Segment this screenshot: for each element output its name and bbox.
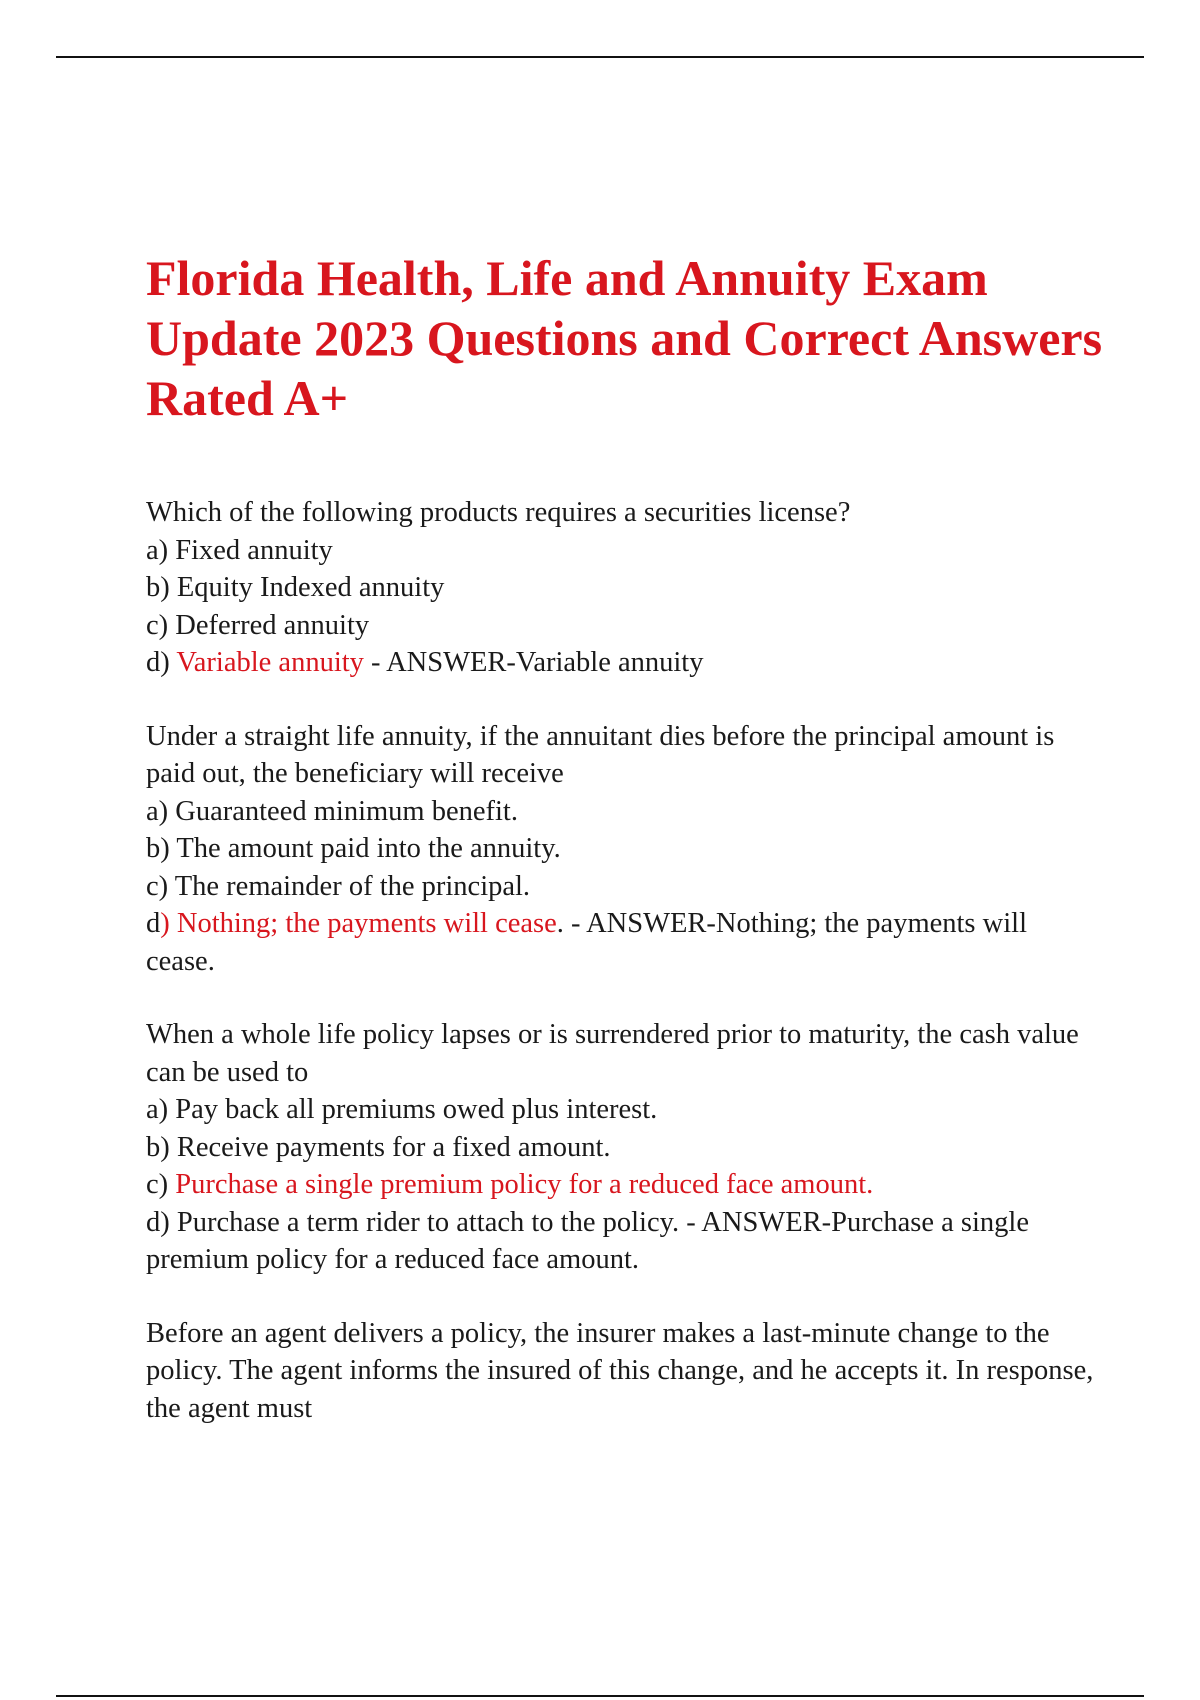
top-rule bbox=[56, 56, 1144, 58]
correct-option-highlight: Purchase a single premium policy for a reduced face amount. bbox=[175, 1169, 874, 1200]
question-4 bbox=[146, 1315, 1096, 1428]
question-stem: When a whole life policy lapses or is surrendered prior to maturity, the cash value can be used to bbox=[146, 1019, 1079, 1088]
option-b: b) Equity Indexed annuity bbox=[146, 572, 445, 603]
option-c: c) The remainder of the principal. bbox=[146, 870, 531, 902]
document-body bbox=[146, 494, 1096, 1463]
option-b: b) The amount paid into the annuity. bbox=[146, 833, 561, 864]
option-b: b) Receive payments for a fixed amount. bbox=[146, 1131, 611, 1163]
option-d: d) Purchase a term rider to attach to the policy. - ANSWER-Purchase a single premium policy for a reduced face amount. bbox=[146, 1206, 1029, 1275]
bottom-rule bbox=[56, 1695, 1144, 1697]
answer-text: . - ANSWER-Nothing; the payments will cease. bbox=[146, 908, 1027, 977]
option-a: a) Fixed annuity bbox=[146, 534, 333, 566]
answer-text: - ANSWER-Variable annuity bbox=[363, 647, 704, 678]
option-d-prefix: d bbox=[146, 908, 161, 939]
question-stem: Under a straight life annuity, if the annuitant dies before the principal amount is paid out, the beneficiary will receive bbox=[146, 720, 1055, 789]
correct-option-highlight: ) Nothing; the payments will cease bbox=[160, 908, 557, 939]
option-d bbox=[146, 644, 1096, 682]
question-3 bbox=[146, 1016, 1096, 1279]
option-a: a) Guaranteed minimum benefit. bbox=[146, 795, 518, 827]
option-d bbox=[146, 905, 1096, 980]
question-stem: Before an agent delivers a policy, the insurer makes a last-minute change to the policy. The agent informs the insured of this change, and he accepts it. In response, the agent must bbox=[146, 1317, 1094, 1424]
option-c: c) Deferred annuity bbox=[146, 609, 370, 641]
correct-option-highlight: Variable annuity bbox=[176, 647, 364, 678]
option-a: a) Pay back all premiums owed plus interest. bbox=[146, 1094, 658, 1125]
question-stem: Which of the following products requires a securities license? bbox=[146, 497, 851, 528]
option-c bbox=[146, 1166, 1096, 1204]
question-2 bbox=[146, 718, 1096, 981]
option-d-prefix: d) bbox=[146, 647, 177, 678]
document-title: Florida Health, Life and Annuity Exam Update 2023 Questions and Correct Answers Rated A+ bbox=[146, 250, 1103, 426]
question-1 bbox=[146, 494, 1096, 682]
option-c-prefix: c) bbox=[146, 1169, 176, 1200]
